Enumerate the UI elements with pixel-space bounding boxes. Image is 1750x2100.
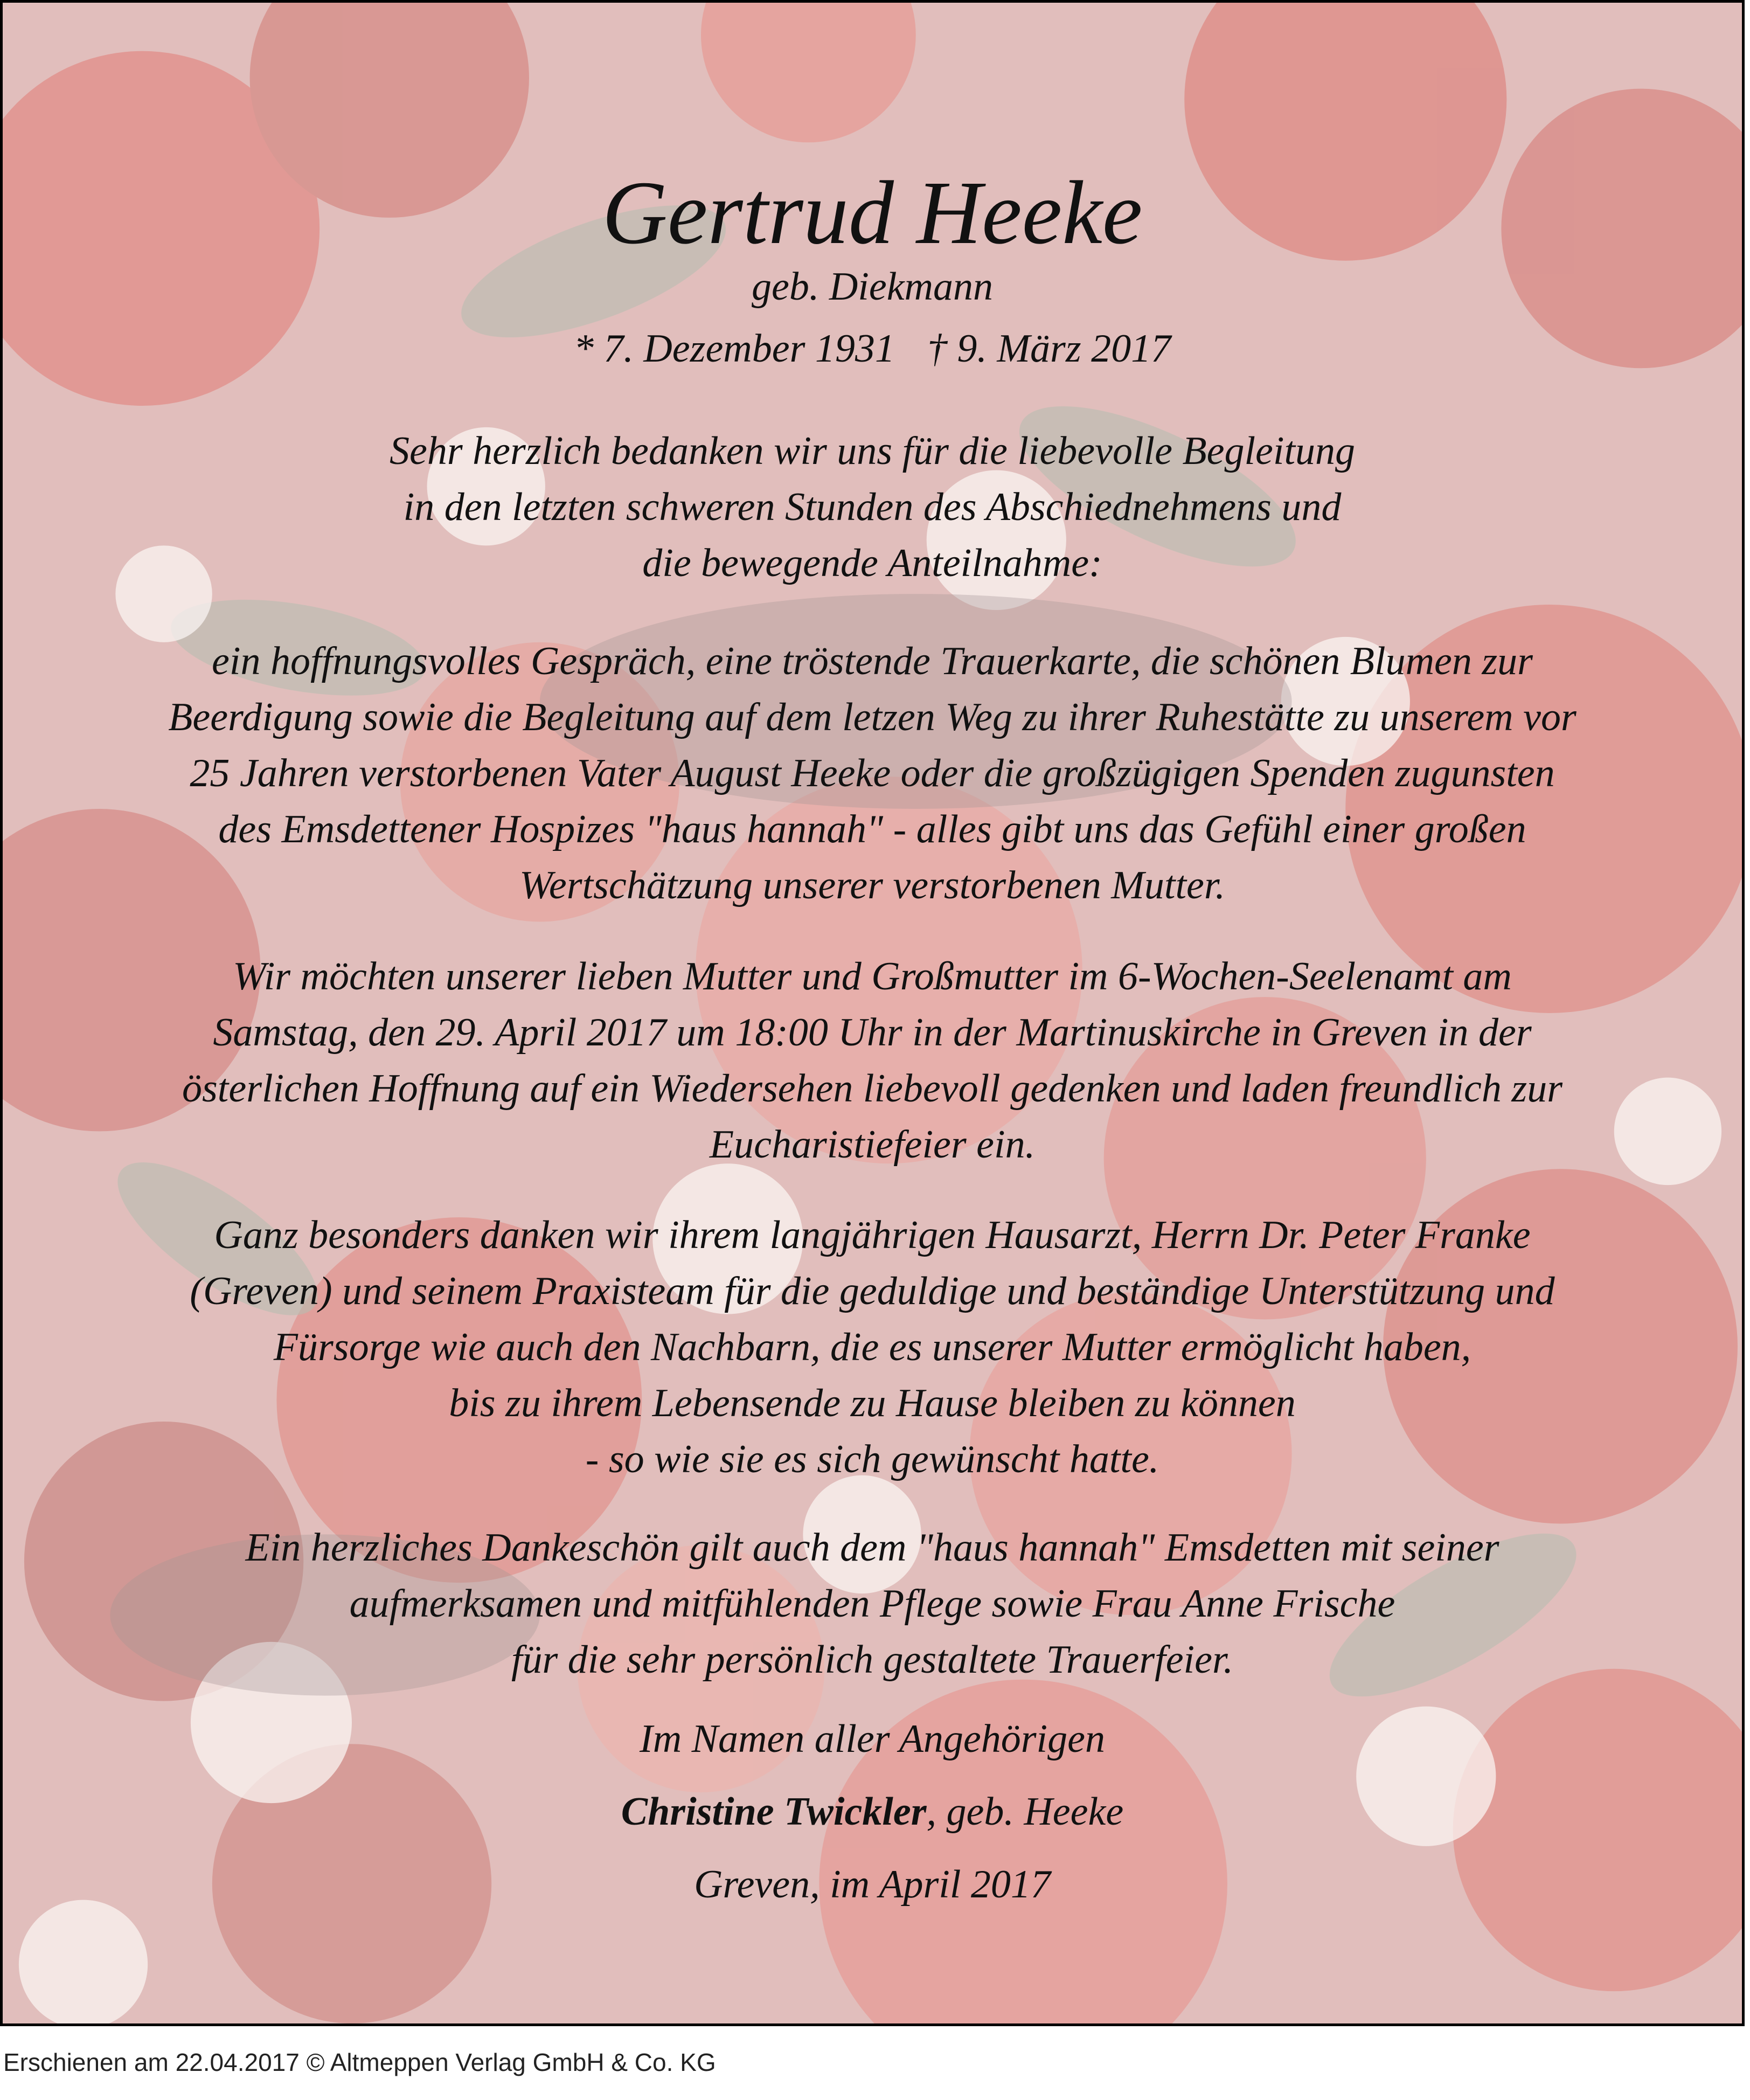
paragraph-thanks bbox=[3, 423, 1742, 591]
text-line: Ein herzliches Dankeschön gilt auch dem "haus hannah" Emsdetten mit seiner bbox=[245, 1526, 1499, 1570]
paragraph-hospice-thanks bbox=[3, 1520, 1742, 1688]
on-behalf-text: Im Namen aller Angehörigen bbox=[640, 1717, 1105, 1761]
signer bbox=[3, 1784, 1742, 1840]
place-date-line bbox=[3, 1856, 1742, 1912]
paragraph-gestures bbox=[3, 633, 1742, 913]
text-line: in den letzten schweren Stunden des Abschiednehmens und bbox=[403, 485, 1342, 529]
text-line: österlichen Hoffnung auf ein Wiedersehen liebevoll gedenken und laden freundlich zur bbox=[182, 1066, 1563, 1111]
life-dates-line bbox=[3, 321, 1742, 377]
text-line: Wertschätzung unserer verstorbenen Mutter. bbox=[519, 863, 1225, 907]
text-line: Fürsorge wie auch den Nachbarn, die es unserer Mutter ermöglicht haben, bbox=[273, 1325, 1471, 1369]
text-line: die bewegende Anteilnahme: bbox=[642, 541, 1102, 585]
text-line: Eucharistiefeier ein. bbox=[709, 1122, 1036, 1167]
paragraph-doctor-thanks bbox=[3, 1207, 1742, 1487]
notice-text bbox=[3, 3, 1742, 2023]
signer-line bbox=[3, 1784, 1742, 1840]
birth-name bbox=[3, 259, 1742, 315]
text-line: bis zu ihrem Lebensende zu Hause bleiben zu können bbox=[449, 1381, 1296, 1425]
text-line: Ganz besonders danken wir ihrem langjährigen Hausarzt, Herrn Dr. Peter Franke bbox=[214, 1213, 1531, 1257]
signer-suffix: , geb. Heeke bbox=[926, 1790, 1124, 1834]
text-line: Sehr herzlich bedanken wir uns für die liebevolle Begleitung bbox=[389, 429, 1356, 473]
publication-footer: Erschienen am 22.04.2017 © Altmeppen Verlag GmbH & Co. KG bbox=[3, 2048, 716, 2076]
life-dates bbox=[3, 321, 1742, 377]
text-line: des Emsdettener Hospizes "haus hannah" - alles gibt uns das Gefühl einer großen bbox=[218, 807, 1526, 851]
text-line: für die sehr persönlich gestaltete Trauerfeier. bbox=[511, 1638, 1234, 1682]
text-line: aufmerksamen und mitfühlenden Pflege sowie Frau Anne Frische bbox=[349, 1582, 1395, 1626]
text-line: 25 Jahren verstorbenen Vater August Heeke oder die großzügigen Spenden zugunsten bbox=[190, 751, 1555, 795]
text-line: Wir möchten unserer lieben Mutter und Großmutter im 6-Wochen-Seelenamt am bbox=[233, 954, 1512, 999]
text-line: (Greven) und seinem Praxisteam für die geduldige und beständige Unterstützung und bbox=[190, 1269, 1555, 1313]
text-line: - so wie sie es sich gewünscht hatte. bbox=[585, 1437, 1159, 1481]
deceased-name: Gertrud Heeke bbox=[602, 163, 1143, 263]
text-line: Beerdigung sowie die Begleitung auf dem letzen Weg zu ihrer Ruhestätte zu unserem vor bbox=[168, 695, 1577, 739]
text-line: Samstag, den 29. April 2017 um 18:00 Uhr in der Martinuskirche in Greven in der bbox=[213, 1010, 1532, 1055]
paragraph-memorial-mass bbox=[3, 948, 1742, 1173]
date-died: † 9. März 2017 bbox=[927, 327, 1171, 371]
place-date: Greven, im April 2017 bbox=[694, 1862, 1051, 1907]
birth-name-text: geb. Diekmann bbox=[752, 265, 993, 309]
date-born: * 7. Dezember 1931 bbox=[573, 327, 895, 371]
text-line: ein hoffnungsvolles Gespräch, eine tröstende Trauerkarte, die schönen Blumen zur bbox=[212, 639, 1533, 683]
signer-name: Christine Twickler bbox=[621, 1790, 927, 1834]
on-behalf-line bbox=[3, 1711, 1742, 1767]
